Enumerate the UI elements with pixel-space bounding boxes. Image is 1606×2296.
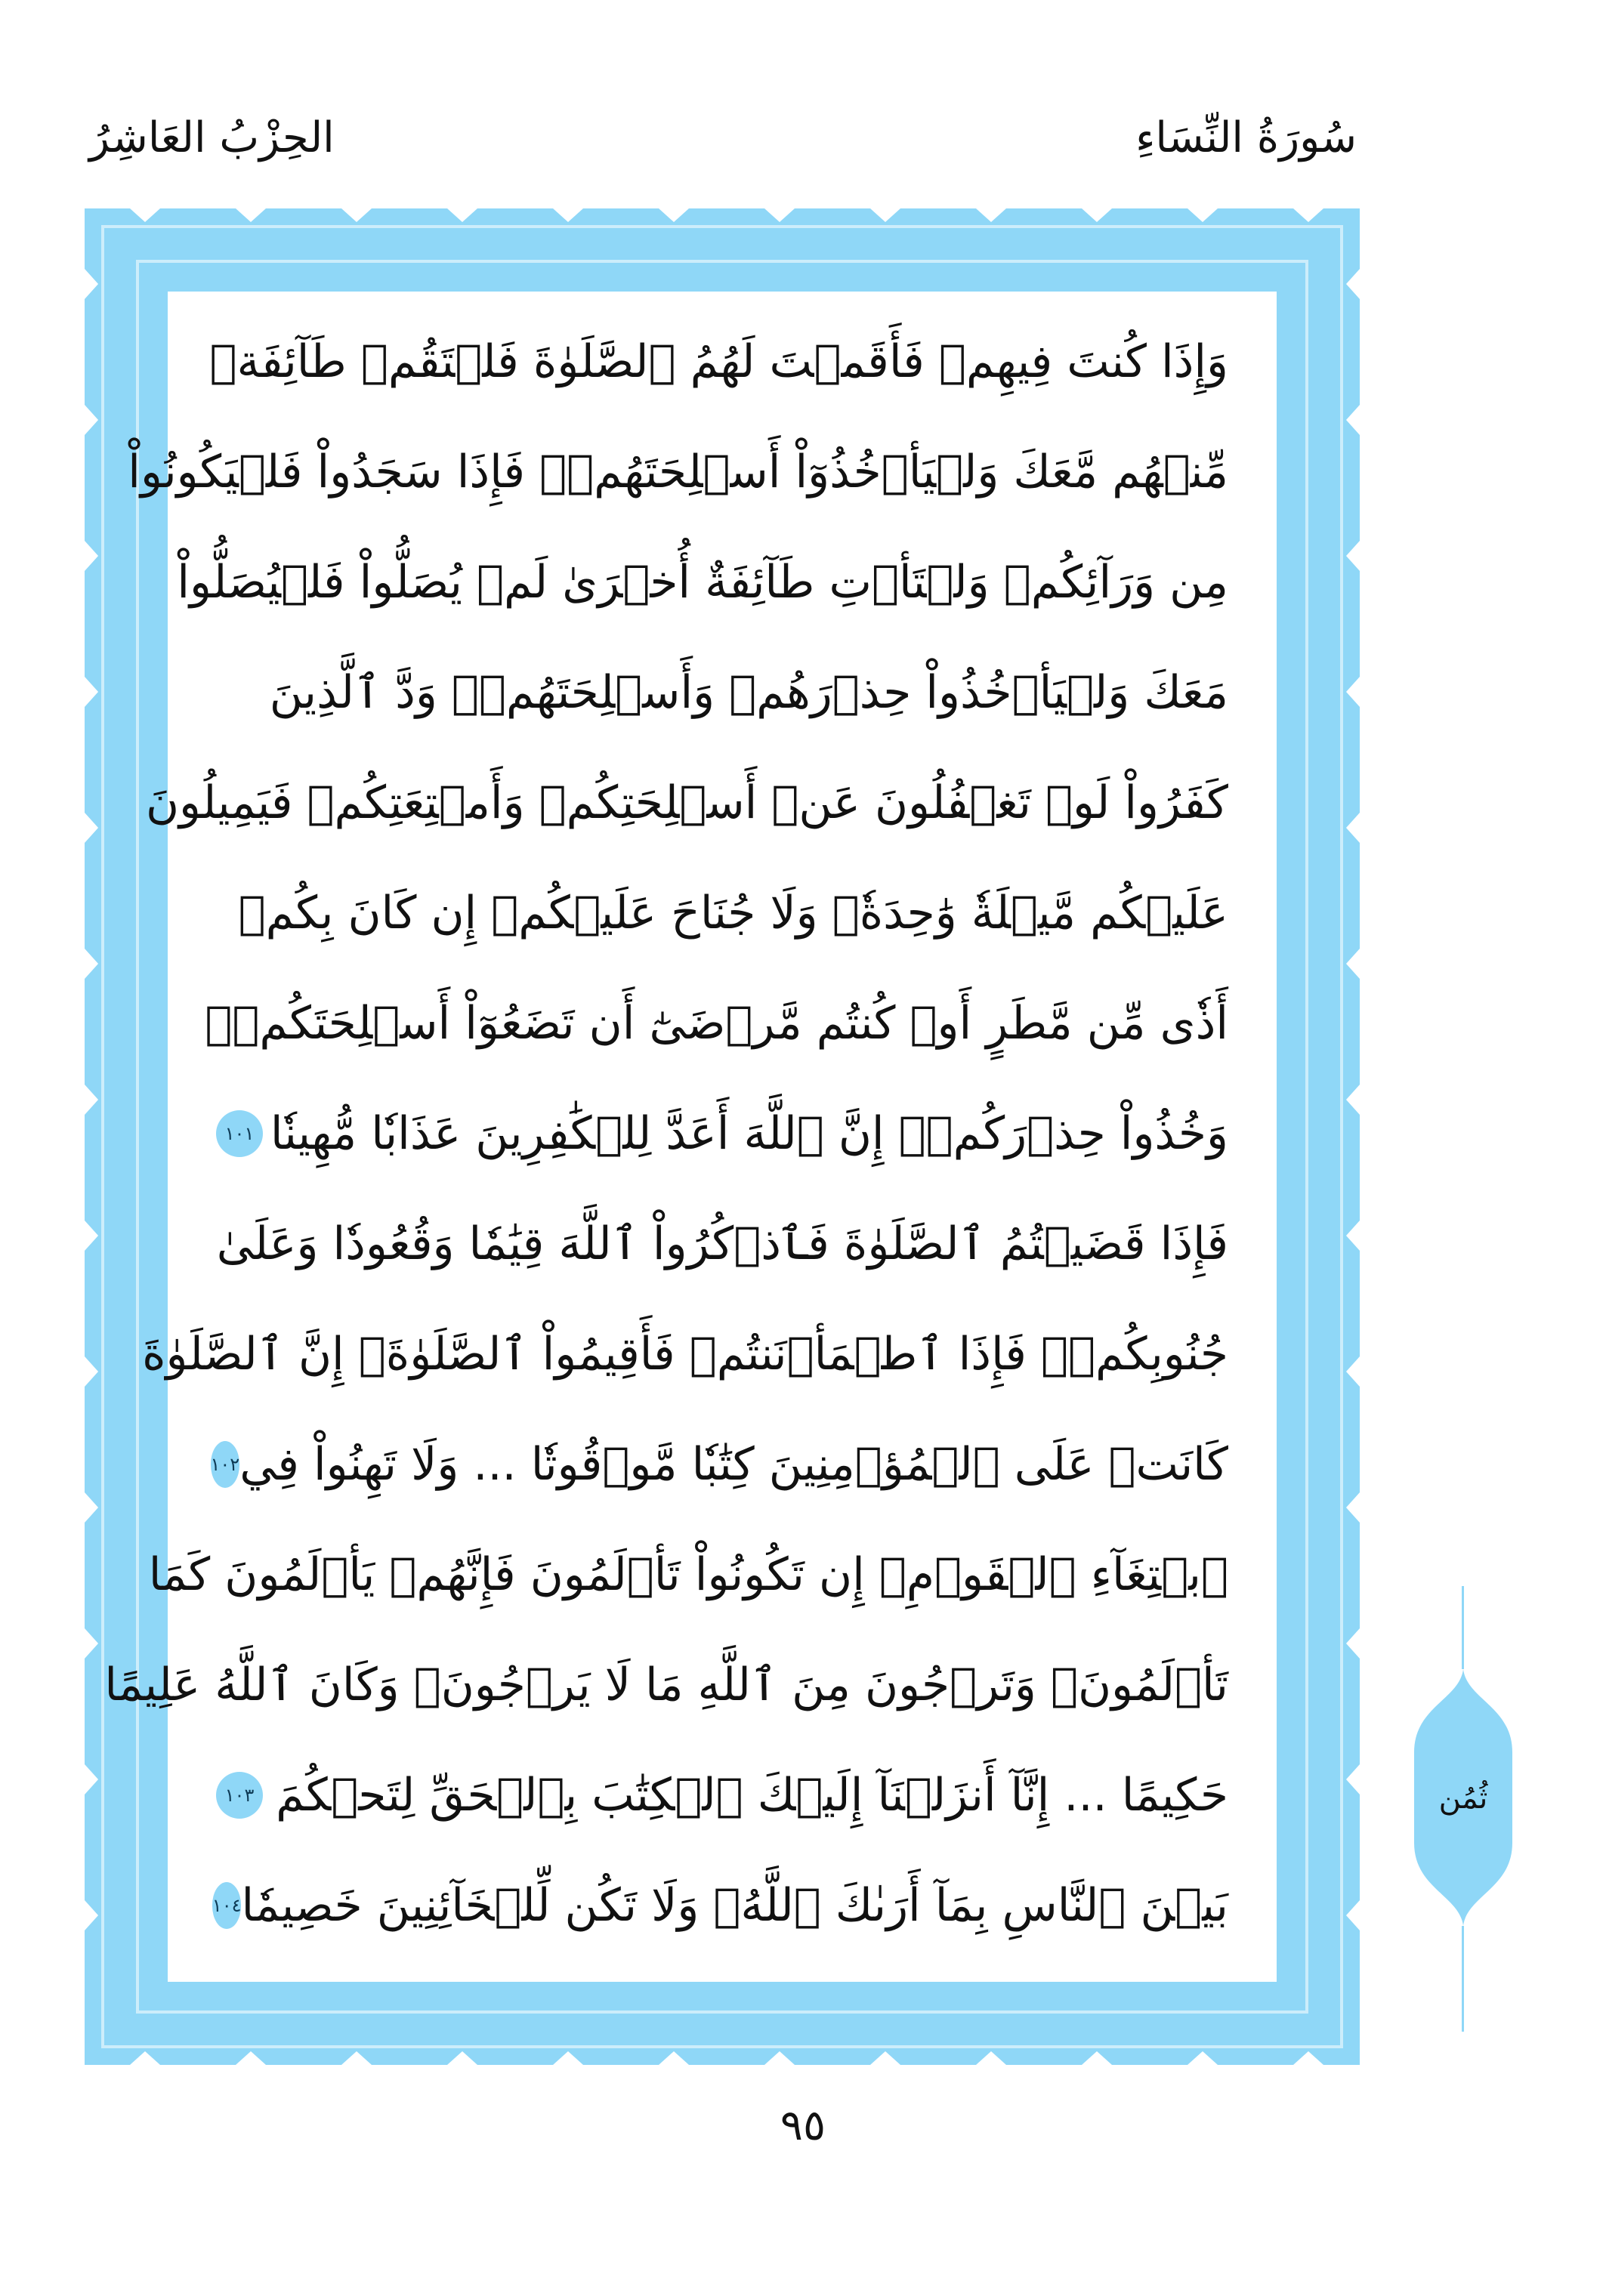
verse-text: حَكِيمًا ... إِنَّآ أَنزَلۡنَآ إِلَيۡكَ ٱلۡكِتَٰبَ بِٱلۡحَقِّ لِتَحۡكُمَ xyxy=(276,1769,1228,1822)
verse-line xyxy=(142,1299,1228,1409)
verse-text: ٱبۡتِغَآءِ ٱلۡقَوۡمِۖ إِن تَكُونُواْ تَأۡلَمُونَ فَإِنَّهُمۡ يَأۡلَمُونَ كَمَا xyxy=(148,1548,1228,1601)
verse-line xyxy=(216,637,1228,748)
verse-text: جُنُوبِكُمۡۚ فَإِذَا ٱطۡمَأۡنَنتُمۡ فَأَقِيمُواْ ٱلصَّلَوٰةَۚ إِنَّ ٱلصَّلَوٰةَ xyxy=(142,1328,1228,1381)
verse-line xyxy=(216,1189,1228,1299)
verse-line xyxy=(205,968,1228,1079)
verse-line xyxy=(128,417,1228,527)
verse-line xyxy=(210,1409,1228,1520)
verse-line xyxy=(216,1079,1228,1189)
hizb-name-header: الحِزْبُ العَاشِرُ xyxy=(89,113,335,162)
verse-line xyxy=(177,527,1228,637)
ayah-number-marker: ١٠٢ xyxy=(211,1441,240,1488)
verse-text: وَخُذُواْ حِذۡرَكُمۡۗ إِنَّ ٱللَّهَ أَعَدَّ لِلۡكَٰفِرِينَ عَذَابٗا مُّهِينٗا xyxy=(270,1107,1228,1160)
ayah-number-marker: ١٠٤ xyxy=(212,1882,242,1929)
eighth-marker xyxy=(1414,1669,1512,1926)
ornamental-frame xyxy=(85,208,1360,2065)
verse-text: بَيۡنَ ٱلنَّاسِ بِمَآ أَرَىٰكَ ٱللَّهُۚ وَلَا تَكُن لِّلۡخَآئِنِينَ خَصِيمٗا xyxy=(241,1879,1228,1932)
verse-text: كَانَتۡ عَلَى ٱلۡمُؤۡمِنِينَ كِتَٰبٗا مَّوۡقُوتٗا ... وَلَا تَهِنُواْ فِي xyxy=(239,1438,1228,1491)
verse-line xyxy=(212,1850,1228,1961)
side-marker-line-top xyxy=(1462,1586,1464,1669)
verse-text: فَإِذَا قَضَيۡتُمُ ٱلصَّلَوٰةَ فَٱذۡكُرُواْ ٱللَّهَ قِيَٰمٗا وَقُعُودٗا وَعَلَىٰ xyxy=(216,1217,1228,1270)
verse-line xyxy=(209,307,1228,417)
verse-text: وَإِذَا كُنتَ فِيهِمۡ فَأَقَمۡتَ لَهُمُ ٱلصَّلَوٰةَ فَلۡتَقُمۡ طَآئِفَةٞ xyxy=(209,335,1228,388)
eighth-marker-label: ثُمُن xyxy=(1438,1781,1488,1816)
verse-text: كَفَرُواْ لَوۡ تَغۡفُلُونَ عَنۡ أَسۡلِحَتِكُمۡ وَأَمۡتِعَتِكُمۡ فَيَمِيلُونَ xyxy=(145,776,1228,829)
verse-text: عَلَيۡكُم مَّيۡلَةٗ وَٰحِدَةٗۚ وَلَا جُنَاحَ عَلَيۡكُمۡ إِن كَانَ بِكُمۡ xyxy=(238,887,1228,940)
verse-text: مِن وَرَآئِكُمۡ وَلۡتَأۡتِ طَآئِفَةٌ أُخۡرَىٰ لَمۡ يُصَلُّواْ فَلۡيُصَلُّواْ xyxy=(177,556,1228,609)
verse-text: مَعَكَ وَلۡيَأۡخُذُواْ حِذۡرَهُمۡ وَأَسۡلِحَتَهُمۡۗ وَدَّ ٱلَّذِينَ xyxy=(269,666,1228,719)
verse-text: أَذٗى مِّن مَّطَرٍ أَوۡ كُنتُم مَّرۡضَىٰٓ أَن تَضَعُوٓاْ أَسۡلِحَتَكُمۡۖ xyxy=(205,997,1228,1050)
page-number: ٩٥ xyxy=(780,2101,826,2150)
verse-line xyxy=(148,1520,1228,1630)
ayah-number-marker: ١٠١ xyxy=(216,1110,263,1157)
text-panel xyxy=(104,292,1277,1982)
surah-name-header: سُورَةُ النِّسَاءِ xyxy=(1135,113,1357,162)
verse-line xyxy=(216,858,1228,968)
verse-line xyxy=(145,748,1228,858)
ayah-number-marker: ١٠٣ xyxy=(216,1772,263,1819)
verse-text: مِّنۡهُم مَّعَكَ وَلۡيَأۡخُذُوٓاْ أَسۡلِحَتَهُمۡۖ فَإِذَا سَجَدُواْ فَلۡيَكُونُواْ xyxy=(128,446,1228,498)
verse-text: تَأۡلَمُونَۖ وَتَرۡجُونَ مِنَ ٱللَّهِ مَا لَا يَرۡجُونَۗ وَكَانَ ٱللَّهُ عَلِيمًا xyxy=(104,1659,1228,1711)
verse-line xyxy=(216,1740,1228,1850)
side-marker-line-bottom xyxy=(1462,1926,1464,2032)
verse-line xyxy=(104,1630,1228,1740)
